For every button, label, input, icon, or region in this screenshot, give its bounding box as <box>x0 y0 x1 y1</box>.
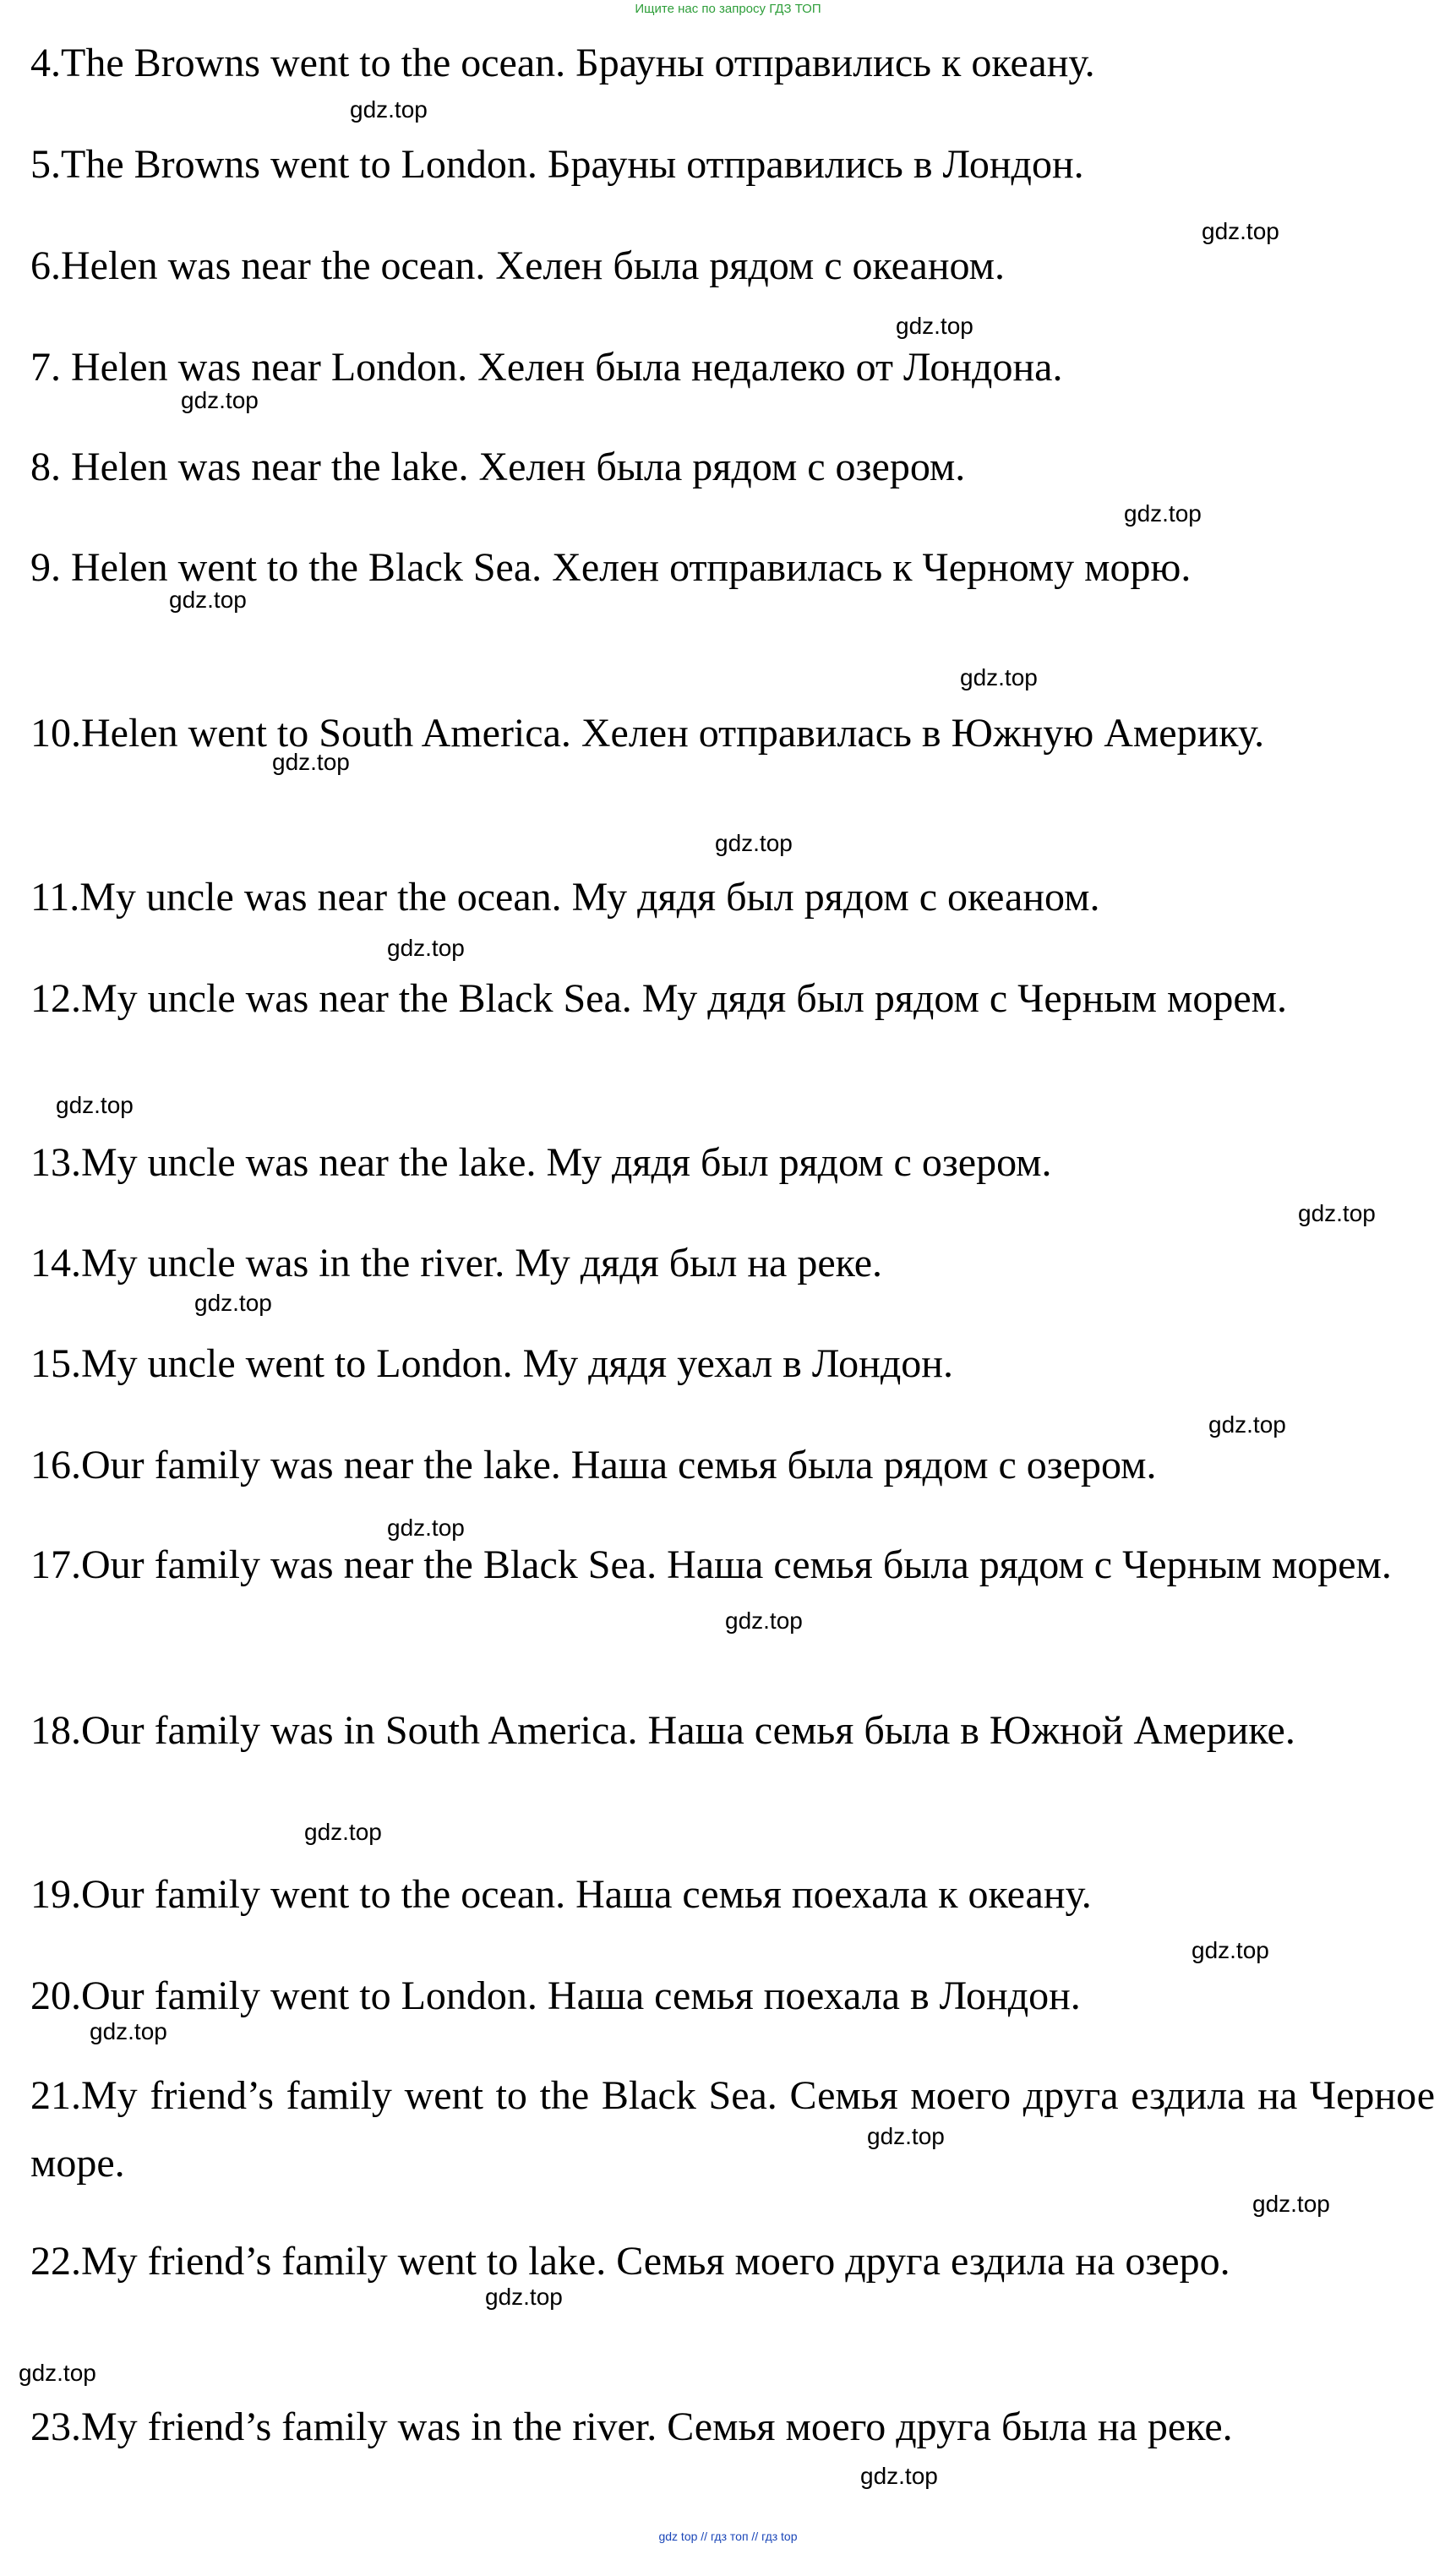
watermark: gdz.top <box>350 96 428 123</box>
sentence-22: 22.My friend’s family went to lake. Семья моего друга ездила на озеро. <box>30 2239 1230 2284</box>
watermark: gdz.top <box>1192 1937 1269 1963</box>
watermark: gdz.top <box>715 830 793 856</box>
watermark: gdz.top <box>272 749 350 775</box>
sentence-6: 6.Helen was near the ocean. Хелен была рядом с океаном. <box>30 243 1005 288</box>
watermark: gdz.top <box>1124 500 1202 527</box>
sentence-7: 7. Helen was near London. Хелен была недалеко от Лондона. <box>30 345 1063 390</box>
watermark: gdz.top <box>387 1515 465 1541</box>
sentence-14: 14.My uncle was in the river. Му дядя был на реке. <box>30 1241 883 1285</box>
sentence-5: 5.The Browns went to London. Брауны отправились в Лондон. <box>30 142 1084 187</box>
sentence-16: 16.Our family was near the lake. Наша семья была рядом с озером. <box>30 1443 1157 1487</box>
sentence-15: 15.My uncle went to London. Му дядя уехал в Лондон. <box>30 1341 953 1386</box>
sentence-18: 18.Our family was in South America. Наша семья была в Южной Америке. <box>30 1708 1295 1753</box>
watermark: gdz.top <box>304 1819 382 1845</box>
watermark: gdz.top <box>181 387 259 413</box>
watermark: gdz.top <box>1208 1411 1286 1438</box>
sentence-17: 17.Our family was near the Black Sea. Наша семья была рядом с Черным морем. <box>30 1542 1392 1587</box>
sentence-19: 19.Our family went to the ocean. Наша семья поехала к океану. <box>30 1872 1092 1917</box>
watermark: gdz.top <box>19 2360 96 2386</box>
watermark: gdz.top <box>1252 2191 1330 2217</box>
top-banner: Ищите нас по запросу ГДЗ ТОП <box>635 2 821 16</box>
watermark: gdz.top <box>485 2284 563 2310</box>
sentence-12: 12.My uncle was near the Black Sea. Му дядя был рядом с Черным морем. <box>30 976 1288 1021</box>
watermark: gdz.top <box>194 1290 272 1316</box>
sentence-11: 11.My uncle was near the ocean. Му дядя был рядом с океаном. <box>30 875 1100 920</box>
sentence-10: 10.Helen went to South America. Хелен отправилась в Южную Америку. <box>30 711 1265 756</box>
watermark: gdz.top <box>169 587 247 613</box>
watermark: gdz.top <box>860 2463 938 2489</box>
sentence-21: 21.My friend’s family went to the Black Sea. Семья моего друга ездила на Черное море. <box>30 2073 1435 2186</box>
watermark: gdz.top <box>1202 218 1279 244</box>
sentence-9: 9. Helen went to the Black Sea. Хелен отправилась к Черному морю. <box>30 545 1192 590</box>
watermark: gdz.top <box>90 2018 167 2044</box>
watermark: gdz.top <box>1298 1200 1376 1226</box>
sentence-4: 4.The Browns went to the ocean. Брауны отправились к океану. <box>30 41 1095 85</box>
watermark: gdz.top <box>725 1607 803 1634</box>
watermark: gdz.top <box>387 935 465 961</box>
watermark: gdz.top <box>960 664 1038 690</box>
sentence-8: 8. Helen was near the lake. Хелен была рядом с озером. <box>30 445 966 489</box>
bottom-banner: gdz top // гдз топ // гдз top <box>658 2530 798 2543</box>
watermark: gdz.top <box>896 313 973 339</box>
watermark: gdz.top <box>867 2123 945 2149</box>
watermark: gdz.top <box>56 1092 134 1118</box>
sentence-23: 23.My friend’s family was in the river. Семья моего друга была на реке. <box>30 2404 1233 2449</box>
sentence-20: 20.Our family went to London. Наша семья поехала в Лондон. <box>30 1973 1081 2018</box>
sentence-13: 13.My uncle was near the lake. Му дядя был рядом с озером. <box>30 1140 1052 1185</box>
